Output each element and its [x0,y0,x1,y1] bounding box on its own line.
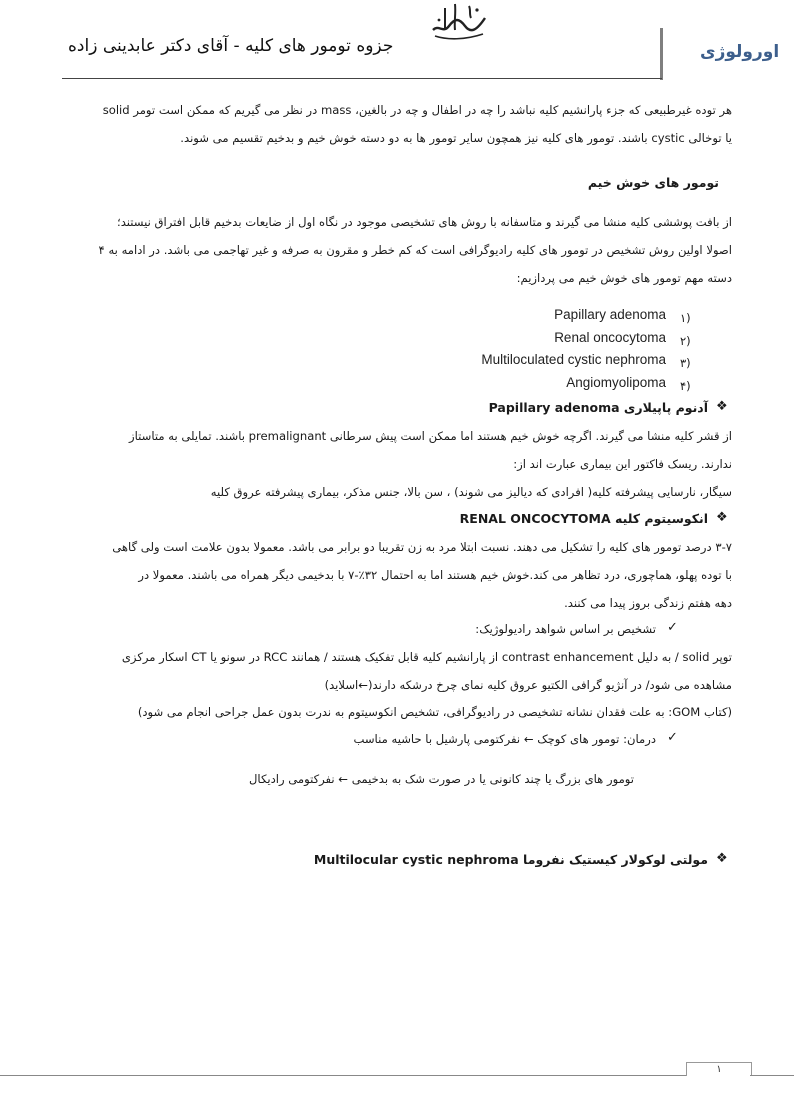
list-item: Renal oncocytoma [554,330,666,345]
oncocytoma-heading: انکوسیتوم کلیه RENAL ONCOCYTOMA [459,511,708,526]
calligraphy-logo-icon [425,0,495,44]
document-title: جزوه تومور های کلیه - آقای دکتر عابدینی زاده [68,36,394,56]
papillary-line-3: سیگار، نارسایی پیشرفته کلیه( افرادی که دیالیز می شوند) ، سن بالا، جنس مذکر، بیماری پیشرفته عروق کلیه [210,485,732,499]
oncocytoma-treatment-large: تومور های بزرگ یا چند کانونی یا در صورت شک به بدخیمی ← نفرکتومی رادیکال [249,772,634,786]
papillary-heading: آدنوم پاپیلاری Papillary adenoma [488,400,708,415]
oncocytoma-treatment: درمان: تومور های کوچک ← نفرکتومی پارشیل با حاشیه مناسب [353,732,656,746]
oncocytoma-diagnosis: تشخیص بر اساس شواهد رادیولوژیک: [475,622,656,636]
oncocytoma-line-6: (کتاب GOM: به علت فقدان نشانه تشخیصی در رادیوگرافی، تشخیص انکوسیتوم به ندرت بدون عمل جراحی انجام می شود) [137,705,732,719]
list-number: ۳) [680,356,691,370]
benign-heading: تومور های خوش خیم [587,175,719,190]
list-number: ۴) [680,379,691,393]
list-number: ۲) [680,334,691,348]
papillary-line-2: ندارند. ریسک فاکتور این بیماری عبارت اند از: [513,457,732,471]
benign-line-1: از بافت پوششی کلیه منشا می گیرند و متاسفانه با روش های تشخیصی موجود در نگاه اول از ضایعات بدخیم قابل افتراق نیستند؛ [117,215,732,229]
cystic-heading: مولتی لوکولار کیستیک نفروما Multilocular cystic nephroma [313,852,708,867]
diamond-bullet-icon: ❖ [716,510,728,525]
check-mark-icon: ✓ [667,620,678,635]
page-number: ۱ [686,1062,752,1076]
diamond-bullet-icon: ❖ [716,851,728,866]
benign-line-2: اصولا اولین روش تشخیص در تومور های کلیه رادیوگرافی است که کم خطر و مقرون به صرفه و غیر تهاجمی می باشد. در ادامه به ۴ [98,243,732,257]
intro-line-1: هر توده غیرطبیعی که جزء پارانشیم کلیه نباشد را چه در اطفال و چه در بالغین، mass در نظر می گیریم که ممکن است تومر solid [102,103,732,117]
oncocytoma-line-4: توپر solid / به دلیل contrast enhancement از پارانشیم کلیه قابل تفکیک هستند / همانند RCC در سونو یا CT اسکار مرکزی [121,650,732,664]
oncocytoma-line-2: با توده پهلو، هماچوری، درد تظاهر می کند.خوش خیم هستند اما به احتمال ۳۲٪-۷ با بدخیمی دیگر همراه می باشند. معمولا در [138,568,732,582]
oncocytoma-line-3: دهه هفتم زندگی بروز پیدا می کنند. [564,596,732,610]
header-divider [660,28,663,80]
check-mark-icon: ✓ [667,730,678,745]
footer-rule [0,1075,686,1076]
list-item: Multiloculated cystic nephroma [481,352,666,367]
header-rule [62,78,662,79]
list-number: ۱) [680,311,691,325]
intro-line-2: یا توخالی cystic باشند. تومور های کلیه نیز همچون سایر تومور ها به دو دسته خوش خیم و بدخیم تقسیم می شوند. [180,131,732,145]
diamond-bullet-icon: ❖ [716,399,728,414]
footer-rule [750,1075,794,1076]
oncocytoma-line-1: ۳-۷ درصد تومور های کلیه را تشکیل می دهند. نسبت ابتلا مرد به زن تقریبا دو برابر می باشد. معمولا بدون علامت است ولی گاهی [112,540,732,554]
papillary-line-1: از قشر کلیه منشا می گیرند. اگرچه خوش خیم هستند اما ممکن است پیش سرطانی premalignant باشند. تمایلی به متاستاز [128,429,732,443]
list-item: Angiomyolipoma [566,375,666,390]
list-item: Papillary adenoma [554,307,666,322]
benign-line-3: دسته مهم تومور های خوش خیم می پردازیم: [516,271,732,285]
oncocytoma-line-5: مشاهده می شود/ در آنژیو گرافی الکتیو عروق کلیه نمای چرخ درشکه دارند(←اسلاید) [324,678,732,692]
subject-brand: اورولوژی [700,42,780,62]
